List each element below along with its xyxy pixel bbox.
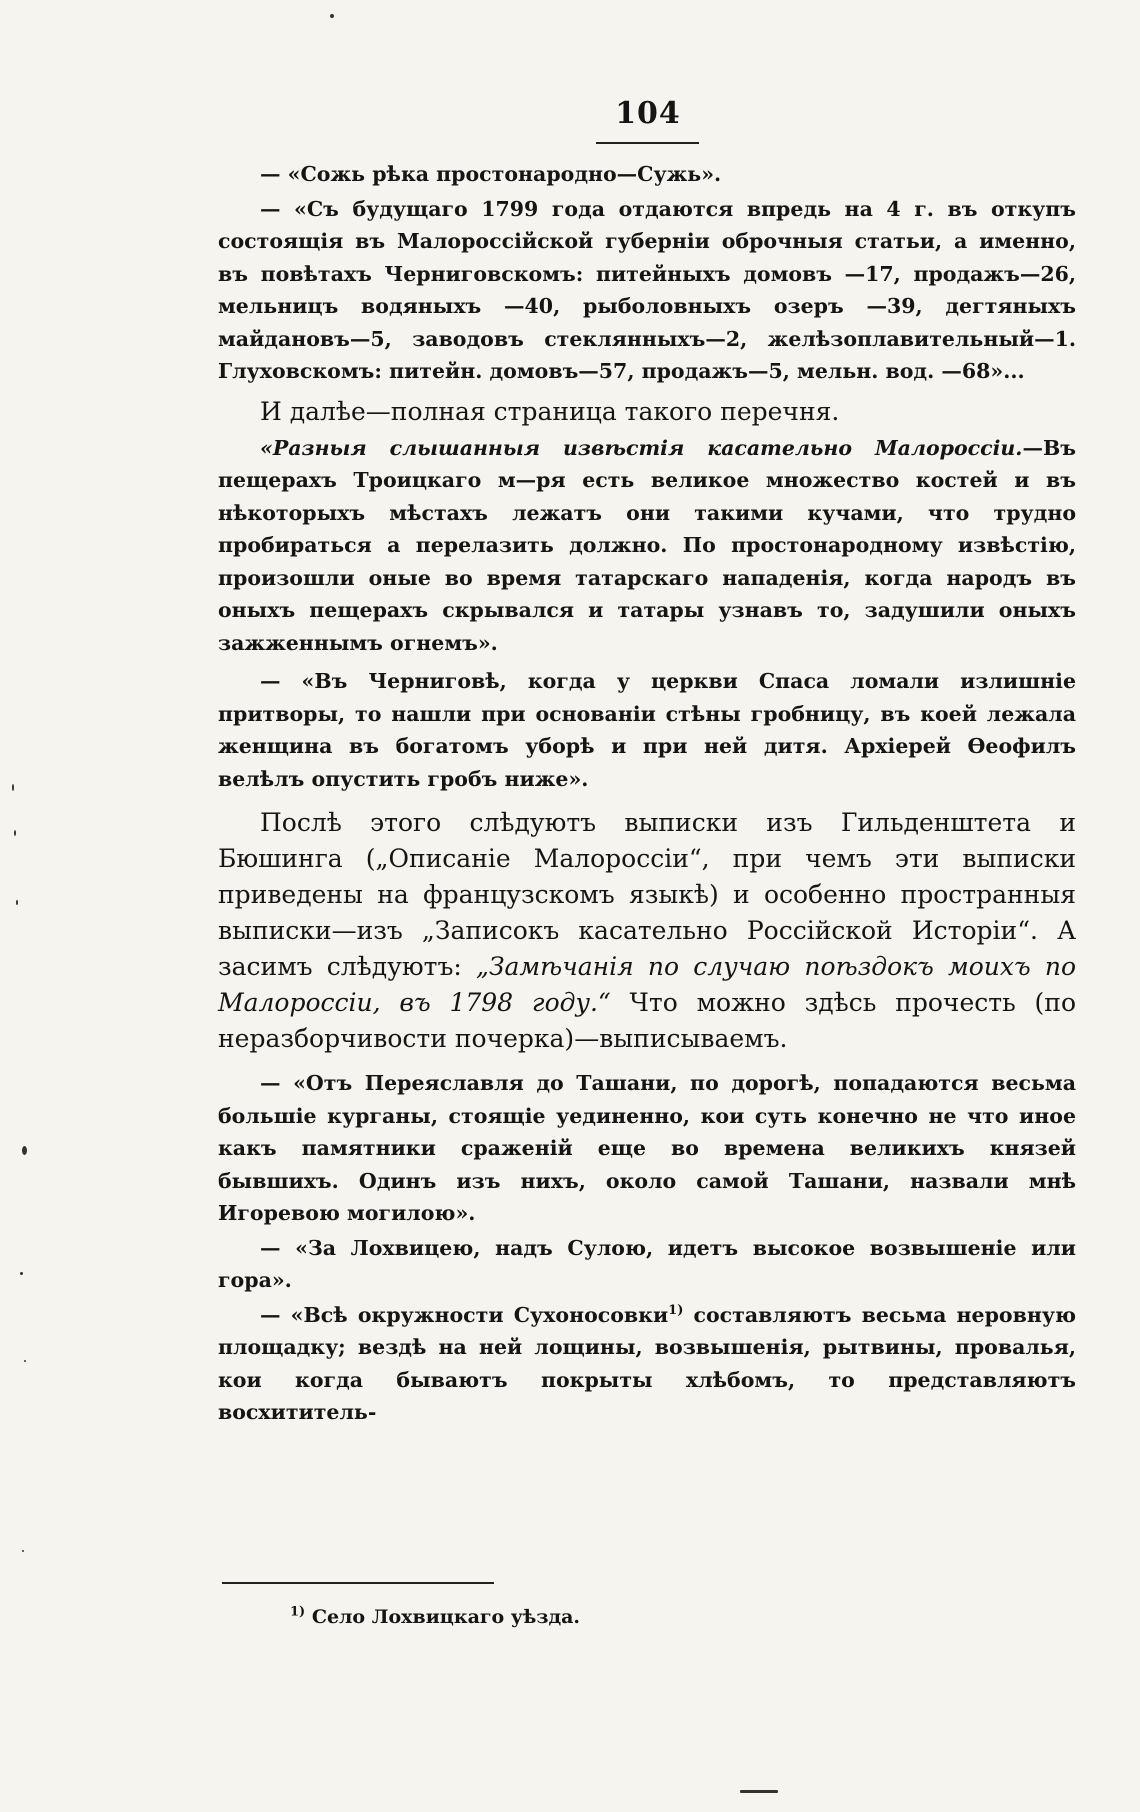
paragraph-text: И далѣе—полная страница такого перечня. [260, 396, 840, 426]
paragraph-italic-lead: «Разныя слышанныя извѣстія касательно Малороссіи. [260, 435, 1023, 460]
scan-speck [12, 784, 14, 791]
scan-speck [14, 830, 16, 836]
footnote [290, 1606, 580, 1628]
scan-speck [16, 900, 18, 905]
paragraph-text: — «Сожь рѣка простонародно—Сужь». [260, 162, 722, 186]
scan-speck [22, 1550, 24, 1552]
paragraph-text: —Въ пещерахъ Троицкаго м—ря есть великое множество костей и въ нѣкоторыхъ мѣстахъ лежатъ они такими кучами, что трудно пробираться а перелазить должно. По простонародному извѣстію, произошли оные во время татарскаго нападенія, когда народъ въ оныхъ пещерахъ скрывался и татары узнавъ то, задушили оныхъ зажженнымъ огнемъ». [218, 435, 1076, 655]
paragraph-text: — «За Лохвицею, надъ Сулою, идетъ высокое возвышеніе или гора». [218, 1235, 1076, 1292]
body-text [218, 158, 1076, 1429]
paragraph-obrok-articles [218, 193, 1076, 388]
scan-speck [22, 1146, 27, 1155]
footnote-reference[interactable]: 1) [668, 1302, 684, 1318]
paragraph-excerpts [218, 805, 1076, 1057]
scan-speck [330, 14, 334, 18]
paragraph-text-after: Что можно здѣсь прочесть (по неразборчивости почерка)—выписываемъ. [218, 988, 1076, 1053]
paragraph-pereyaslav-kurgans [218, 1067, 1076, 1230]
paragraph-text: — «Съ будущаго 1799 года отдаются впредь на 4 г. въ откупъ состоящія въ Малороссійской губерніи оброчныя статьи, а именно, въ повѣтахъ Черниговскомъ: питейныхъ домовъ —17, продажъ—26, мельницъ водяныхъ —40, рыболовныхъ озеръ —39, дегтяныхъ майдановъ—5, заводовъ стеклянныхъ—2, желѣзоплавительный—1. Глуховскомъ: питейн. домовъ—57, продажъ—5, мельн. вод. —68»... [218, 196, 1076, 383]
paragraph-text-after: составляютъ весьма неровную площадку; вездѣ на ней лощины, возвышенія, рытвины, провалья, кои когда бываютъ покрыты хлѣбомъ, то представляютъ восхититель- [218, 1302, 1076, 1424]
scan-speck [24, 1360, 26, 1362]
paragraph-text: — «Въ Черниговѣ, когда у церкви Спаса ломали излишніе притворы, то нашли при основаніи стѣны гробницу, въ коей лежала женщина въ богатомъ уборѣ и при ней дитя. Архіерей Ѳеофилъ велѣлъ опустить гробъ ниже». [218, 669, 1076, 791]
footnote-marker: 1) [290, 1604, 306, 1620]
paragraph-text: — «Отъ Переяславля до Ташани, по дорогѣ, попадаются весьма большіе курганы, стоящіе уединенно, кои суть конечно не что иное какъ памятники сраженій еще во времена великихъ князей бывшихъ. Одинъ изъ нихъ, около самой Ташани, назвали мнѣ Игоревою могилою». [218, 1071, 1076, 1225]
page-number-rule [596, 142, 699, 144]
paragraph-lokhvitsa [218, 1232, 1076, 1297]
page-number: 104 [615, 96, 681, 131]
paragraph-text: — «Всѣ окружности Сухоносовки [260, 1302, 669, 1327]
scan-speck [20, 1272, 23, 1275]
footnote-rule [222, 1582, 494, 1584]
paragraph-sukhonosovka [218, 1299, 1076, 1429]
paragraph-rumours [218, 432, 1076, 660]
footnote-text: Село Лохвицкаго уѣзда. [305, 1606, 581, 1628]
scan-speck [740, 1790, 778, 1793]
paragraph-italic-title: „Замѣчанія по случаю поѣздокъ моихъ по Малороссіи, въ 1798 году.“ [218, 952, 1076, 1017]
paragraph-chernigov-tomb [218, 665, 1076, 795]
paragraph-list-note [218, 394, 1076, 430]
paragraph-sozh-river [218, 158, 1076, 191]
paragraph-text: Послѣ этого слѣдуютъ выписки изъ Гильденштета и Бюшинга („Описаніе Малороссіи“, при чемъ эти выписки приведены на французскомъ языкѣ) и особенно пространныя выписки—изъ „Записокъ касательно Россійской Исторіи“. А засимъ слѣдуютъ: [218, 808, 1076, 981]
